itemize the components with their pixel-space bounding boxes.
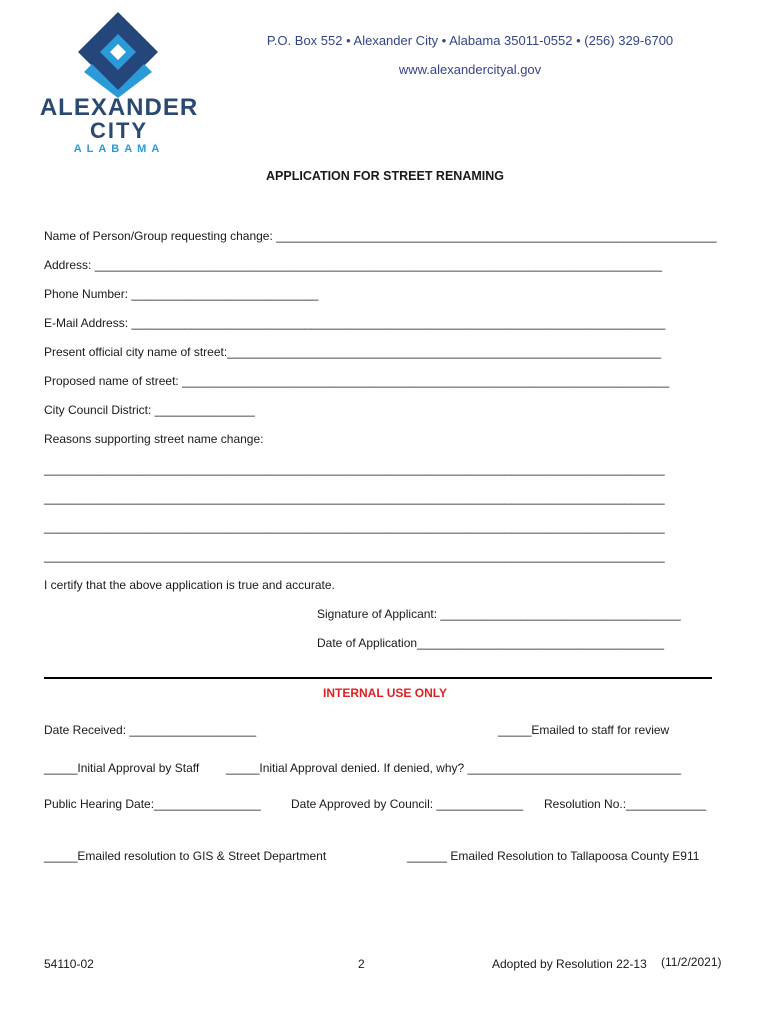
emailed-staff-field[interactable]: _____Emailed to staff for review: [498, 723, 670, 737]
city-logo-emblem-icon: [34, 12, 204, 98]
section-divider: [44, 677, 712, 679]
field-phone[interactable]: Phone Number: ____________________________: [44, 287, 319, 301]
signature-field[interactable]: Signature of Applicant: ____________________________________: [317, 607, 681, 621]
emailed-gis-field[interactable]: _____Emailed resolution to GIS & Street Department: [44, 849, 327, 863]
field-email[interactable]: E-Mail Address: ________________________________________________________________________________: [44, 316, 666, 330]
internal-use-heading: INTERNAL USE ONLY: [322, 686, 448, 700]
field-present-name[interactable]: Present official city name of street:_________________________________________________________________: [44, 345, 661, 359]
emailed-county-field[interactable]: ______ Emailed Resolution to Tallapoosa County E911: [407, 849, 700, 863]
footer-page-number: 2: [358, 957, 365, 971]
footer-form-number: 54110-02: [44, 957, 94, 971]
field-address[interactable]: Address: _____________________________________________________________________________________: [44, 258, 662, 272]
footer-adopted-date: (11/2/2021): [661, 955, 722, 969]
field-proposed-name[interactable]: Proposed name of street: _________________________________________________________________________: [44, 374, 670, 388]
reason-line[interactable]: _____________________________________________________________________________________________: [44, 462, 665, 476]
form-title: APPLICATION FOR STREET RENAMING: [266, 169, 504, 183]
logo-wordmark-city: CITY: [89, 118, 149, 143]
reason-line[interactable]: _____________________________________________________________________________________________: [44, 549, 665, 563]
header-address: P.O. Box 552 • Alexander City • Alabama 35011-0552 • (256) 329-6700: [266, 33, 674, 48]
logo-wordmark-alexander: ALEXANDER: [39, 94, 199, 121]
resolution-number-field[interactable]: Resolution No.:____________: [544, 797, 707, 811]
certify-statement: I certify that the above application is true and accurate.: [44, 578, 335, 592]
field-name[interactable]: Name of Person/Group requesting change: __________________________________________________________________: [44, 229, 717, 243]
date-approved-council-field[interactable]: Date Approved by Council: _____________: [291, 797, 524, 811]
field-district[interactable]: City Council District: _______________: [44, 403, 255, 417]
reason-line[interactable]: _____________________________________________________________________________________________: [44, 520, 665, 534]
reason-line[interactable]: _____________________________________________________________________________________________: [44, 491, 665, 505]
date-received-field[interactable]: Date Received: ___________________: [44, 723, 257, 737]
footer-adopted: Adopted by Resolution 22-13: [492, 957, 647, 971]
logo-wordmark-alabama: ALABAMA: [73, 143, 165, 155]
city-logo: [34, 12, 204, 162]
date-of-application-field[interactable]: Date of Application_____________________________________: [317, 636, 664, 650]
initial-approval-denied-field[interactable]: _____Initial Approval denied. If denied, why? ________________________________: [226, 761, 682, 775]
header-website: www.alexandercityal.gov: [398, 62, 542, 77]
initial-approval-staff-field[interactable]: _____Initial Approval by Staff: [44, 761, 200, 775]
public-hearing-date-field[interactable]: Public Hearing Date:________________: [44, 797, 261, 811]
field-reasons-label: Reasons supporting street name change:: [44, 432, 264, 446]
